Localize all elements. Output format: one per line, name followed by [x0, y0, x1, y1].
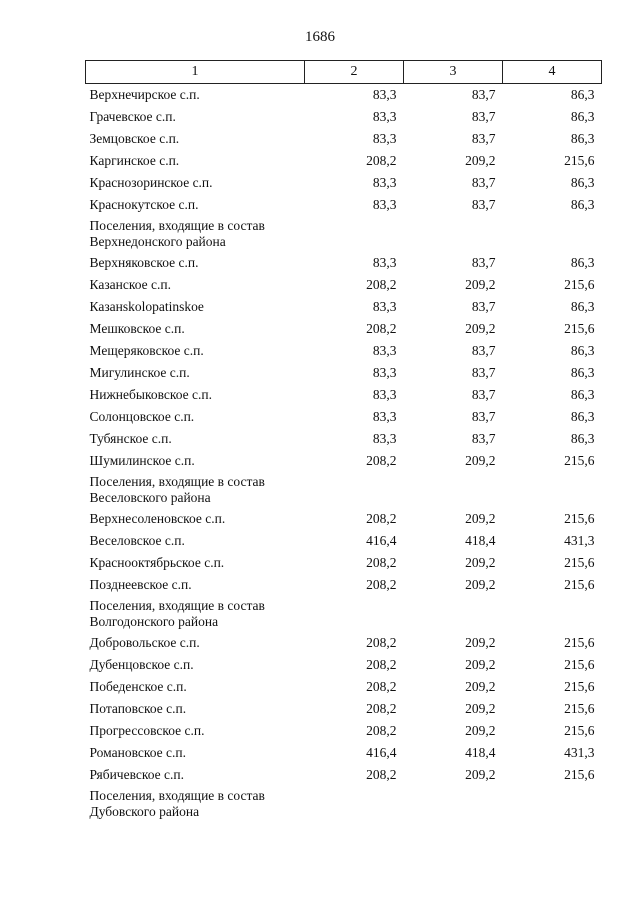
value-col-3: 83,7: [471, 299, 496, 314]
table-header: [86, 61, 602, 84]
value-col-2: 83,3: [372, 255, 397, 270]
group-title: Поселения, входящие в состав Дубовского района: [89, 788, 265, 819]
value-col-2: 208,2: [366, 657, 397, 672]
value-col-3: 209,2: [465, 511, 496, 526]
table-row: [86, 252, 602, 274]
table-row: [86, 106, 602, 128]
value-col-2: 83,3: [372, 431, 397, 446]
value-col-3: 418,4: [465, 533, 496, 548]
value-col-2: 83,3: [372, 131, 397, 146]
group-title: Поселения, входящие в состав Верхнедонского района: [89, 218, 265, 249]
header-col-3: 3: [404, 61, 503, 84]
settlement-name: Краснокутское с.п.: [89, 197, 199, 212]
settlement-name: Земцовское с.п.: [89, 131, 180, 146]
value-col-3: 83,7: [471, 431, 496, 446]
table-row: [86, 296, 602, 318]
value-col-4: 86,3: [570, 197, 595, 212]
empty-cell: [404, 216, 503, 252]
settlement-name: Казанskolopatinskoe: [89, 299, 204, 314]
value-col-4: 215,6: [564, 511, 595, 526]
value-col-3: 83,7: [471, 175, 496, 190]
value-col-3: 209,2: [465, 701, 496, 716]
value-col-4: 86,3: [570, 431, 595, 446]
empty-cell: [305, 216, 404, 252]
settlement-name: Мешковское с.п.: [89, 321, 185, 336]
settlement-name: Мещеряковское с.п.: [89, 343, 204, 358]
empty-cell: [305, 596, 404, 632]
value-col-3: 83,7: [471, 87, 496, 102]
settlement-name: Мигулинское с.п.: [89, 365, 190, 380]
value-col-2: 83,3: [372, 387, 397, 402]
value-col-4: 86,3: [570, 343, 595, 358]
value-col-2: 416,4: [366, 745, 397, 760]
table-row: [86, 274, 602, 296]
table-row: [86, 406, 602, 428]
value-col-3: 83,7: [471, 409, 496, 424]
table-row: [86, 194, 602, 216]
value-col-4: 86,3: [570, 365, 595, 380]
value-col-2: 208,2: [366, 321, 397, 336]
value-col-4: 215,6: [564, 701, 595, 716]
table-row: [86, 84, 602, 107]
header-col-4: 4: [503, 61, 602, 84]
table-row: [86, 150, 602, 172]
value-col-2: 83,3: [372, 175, 397, 190]
empty-cell: [503, 596, 602, 632]
settlement-name: Верхняковское с.п.: [89, 255, 199, 270]
value-col-3: 209,2: [465, 657, 496, 672]
value-col-4: 86,3: [570, 255, 595, 270]
value-col-3: 83,7: [471, 109, 496, 124]
value-col-2: 208,2: [366, 635, 397, 650]
table-row: [86, 632, 602, 654]
settlement-name: Краснооктябрьское с.п.: [89, 555, 225, 570]
table-body: [86, 84, 602, 823]
table-row: [86, 676, 602, 698]
settlement-name: Верхнечирское с.п.: [89, 87, 200, 102]
data-table: [85, 60, 602, 822]
table-row: [86, 742, 602, 764]
table-row: [86, 318, 602, 340]
value-col-3: 83,7: [471, 387, 496, 402]
settlement-name: Казанское с.п.: [89, 277, 171, 292]
empty-cell: [503, 786, 602, 822]
value-col-3: 83,7: [471, 131, 496, 146]
value-col-3: 209,2: [465, 635, 496, 650]
value-col-3: 209,2: [465, 723, 496, 738]
value-col-3: 209,2: [465, 555, 496, 570]
settlement-name: Прогрессовское с.п.: [89, 723, 205, 738]
table-row: [86, 428, 602, 450]
settlement-name: Победенское с.п.: [89, 679, 187, 694]
value-col-2: 83,3: [372, 299, 397, 314]
value-col-3: 83,7: [471, 365, 496, 380]
value-col-2: 83,3: [372, 87, 397, 102]
settlement-name: Веселовское с.п.: [89, 533, 185, 548]
value-col-2: 83,3: [372, 365, 397, 380]
table-row: [86, 654, 602, 676]
table-group-row: [86, 472, 602, 508]
value-col-4: 86,3: [570, 87, 595, 102]
value-col-3: 209,2: [465, 153, 496, 168]
value-col-4: 215,6: [564, 277, 595, 292]
value-col-2: 208,2: [366, 511, 397, 526]
table-row: [86, 508, 602, 530]
value-col-4: 215,6: [564, 679, 595, 694]
value-col-3: 209,2: [465, 277, 496, 292]
page-number: 1686: [305, 29, 335, 45]
empty-cell: [305, 472, 404, 508]
value-col-4: 86,3: [570, 387, 595, 402]
table-row: [86, 172, 602, 194]
value-col-4: 215,6: [564, 153, 595, 168]
value-col-2: 208,2: [366, 555, 397, 570]
settlement-name: Каргинское с.п.: [89, 153, 180, 168]
value-col-4: 431,3: [564, 745, 595, 760]
value-col-4: 215,6: [564, 453, 595, 468]
empty-cell: [404, 472, 503, 508]
settlement-name: Шумилинское с.п.: [89, 453, 195, 468]
table-row: [86, 362, 602, 384]
value-col-4: 431,3: [564, 533, 595, 548]
value-col-4: 215,6: [564, 577, 595, 592]
table-header-row: [86, 61, 602, 84]
table-row: [86, 574, 602, 596]
value-col-4: 215,6: [564, 635, 595, 650]
table-row: [86, 530, 602, 552]
group-title: Поселения, входящие в состав Веселовского района: [89, 474, 265, 505]
value-col-3: 209,2: [465, 321, 496, 336]
value-col-2: 208,2: [366, 153, 397, 168]
value-col-3: 83,7: [471, 197, 496, 212]
value-col-2: 416,4: [366, 533, 397, 548]
settlement-name: Краснозоринское с.п.: [89, 175, 213, 190]
value-col-4: 86,3: [570, 109, 595, 124]
settlement-name: Тубянское с.п.: [89, 431, 172, 446]
settlement-name: Дубенцовское с.п.: [89, 657, 194, 672]
table-row: [86, 128, 602, 150]
value-col-2: 208,2: [366, 701, 397, 716]
empty-cell: [503, 216, 602, 252]
group-title: Поселения, входящие в состав Волгодонского района: [89, 598, 265, 629]
value-col-3: 209,2: [465, 577, 496, 592]
table-row: [86, 450, 602, 472]
table-row: [86, 764, 602, 786]
value-col-4: 86,3: [570, 299, 595, 314]
value-col-4: 215,6: [564, 767, 595, 782]
value-col-2: 83,3: [372, 343, 397, 358]
value-col-4: 215,6: [564, 555, 595, 570]
settlement-name: Солонцовское с.п.: [89, 409, 195, 424]
value-col-3: 209,2: [465, 767, 496, 782]
value-col-3: 83,7: [471, 255, 496, 270]
settlement-name: Нижнебыковское с.п.: [89, 387, 212, 402]
table-group-row: [86, 216, 602, 252]
value-col-3: 209,2: [465, 453, 496, 468]
settlement-name: Романовское с.п.: [89, 745, 186, 760]
value-col-2: 83,3: [372, 409, 397, 424]
settlement-name: Рябичевское с.п.: [89, 767, 184, 782]
value-col-3: 418,4: [465, 745, 496, 760]
value-col-2: 83,3: [372, 109, 397, 124]
table-row: [86, 384, 602, 406]
value-col-2: 208,2: [366, 679, 397, 694]
value-col-2: 208,2: [366, 767, 397, 782]
value-col-2: 208,2: [366, 453, 397, 468]
value-col-4: 86,3: [570, 175, 595, 190]
empty-cell: [305, 786, 404, 822]
table-row: [86, 340, 602, 362]
empty-cell: [404, 786, 503, 822]
value-col-4: 215,6: [564, 657, 595, 672]
table-row: [86, 552, 602, 574]
value-col-4: 86,3: [570, 131, 595, 146]
header-col-2: 2: [305, 61, 404, 84]
value-col-3: 209,2: [465, 679, 496, 694]
value-col-4: 215,6: [564, 321, 595, 336]
value-col-2: 208,2: [366, 277, 397, 292]
value-col-4: 86,3: [570, 409, 595, 424]
value-col-4: 215,6: [564, 723, 595, 738]
settlement-name: Позднеевское с.п.: [89, 577, 192, 592]
table-group-row: [86, 786, 602, 822]
table-group-row: [86, 596, 602, 632]
empty-cell: [503, 472, 602, 508]
header-col-1: 1: [86, 61, 305, 84]
table-row: [86, 698, 602, 720]
settlement-name: Потаповское с.п.: [89, 701, 187, 716]
settlement-name: Добровольское с.п.: [89, 635, 200, 650]
value-col-2: 83,3: [372, 197, 397, 212]
settlement-name: Верхнесоленовское с.п.: [89, 511, 226, 526]
value-col-3: 83,7: [471, 343, 496, 358]
empty-cell: [404, 596, 503, 632]
value-col-2: 208,2: [366, 723, 397, 738]
table-row: [86, 720, 602, 742]
settlement-name: Грачевское с.п.: [89, 109, 176, 124]
value-col-2: 208,2: [366, 577, 397, 592]
